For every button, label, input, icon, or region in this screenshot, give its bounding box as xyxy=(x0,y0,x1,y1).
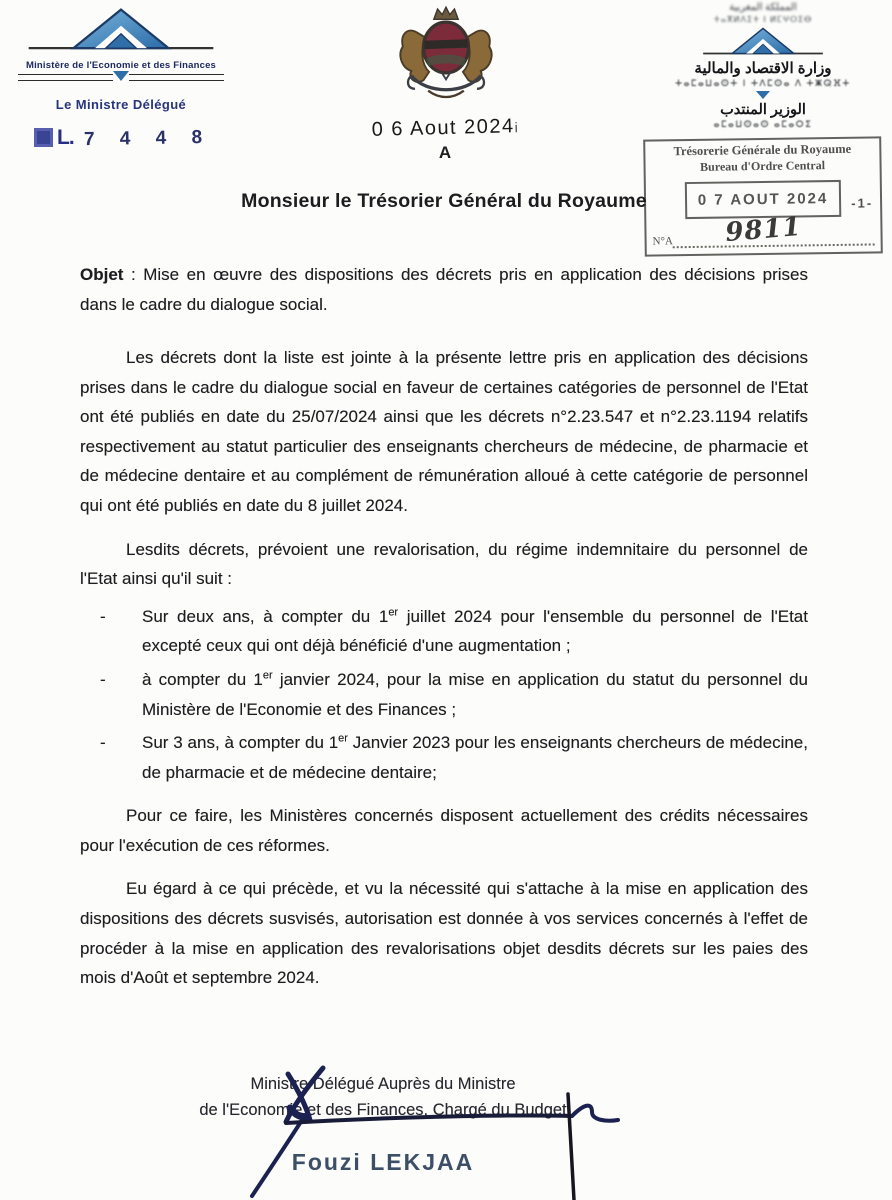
subject-line xyxy=(80,260,808,319)
minister-title: Le Ministre Délégué xyxy=(55,97,187,112)
stamp-ref-label: N°A xyxy=(652,234,673,248)
bullet-text-pre: Sur deux ans, à compter du 1 xyxy=(142,606,389,626)
paragraph-2: Lesdits décrets, prévoient une revalorisation, du régime indemnitaire du personnel de l'Etat ainsi qu'il suit : xyxy=(80,539,808,589)
ref-stamp-row xyxy=(12,126,230,150)
triangle-marker-icon xyxy=(113,71,129,81)
paragraph-4: Eu égard à ce qui précède, et vu la nécessité qui s'attache à la mise en application des dispositions des décrets susvisés, autorisation est donnée à vos services concernés à l'effet de procéder à la mise en application des revalorisations objet desdits décrets sur les paies des mois d'Août et septembre 2024. xyxy=(80,879,808,988)
letterhead-right xyxy=(640,2,886,255)
stray-mark: i xyxy=(514,119,520,136)
signature-title-line1: Ministre Délégué Auprès du Ministre xyxy=(250,1075,516,1093)
coat-of-arms-icon xyxy=(385,4,507,106)
list-item xyxy=(80,665,808,724)
ref-prefix: L. xyxy=(57,126,74,149)
list-item-text xyxy=(142,602,808,661)
ministry-name: Ministère de l'Economie et des Finances xyxy=(25,60,217,71)
date-stamp-text: 0 6 Aout 2024 xyxy=(371,115,515,141)
kingdom-arabic: المملكة المغربية xyxy=(729,2,797,13)
bullet-text-sup: er xyxy=(388,606,399,619)
divider-rule xyxy=(18,74,224,81)
stamp-ref-row xyxy=(650,211,876,248)
list-marker: - xyxy=(100,669,106,689)
list-item-text xyxy=(142,728,808,787)
letterhead-left xyxy=(12,6,230,150)
letterhead-center xyxy=(338,4,553,163)
letter-body xyxy=(80,260,808,1007)
paragraph-1: Les décrets dont la liste est jointe à la présente lettre pris en application des décisions prises dans le cadre du dialogue social en faveur de certaines catégories de personnel de l'Etat ont été publiés en date du 25/07/2024 ainsi que les décrets n°2.23.547 et n°2.23.1194 relatifs respectivement au statut particulier des enseignants chercheurs de médecine, de pharmacie et de médecine dentaire et au complément de rémunération alloué à cette catégorie de personnel qui ont été publiés en date du 8 juillet 2024. xyxy=(80,348,808,516)
bullet-text-sup: er xyxy=(338,732,348,745)
ministry-logo-triangle-icon xyxy=(26,6,216,58)
paragraph-3: Pour ce faire, les Ministères concernés disposent actuellement des crédits nécessaires pour l'exécution de ces réformes. xyxy=(80,806,808,855)
list-marker: - xyxy=(100,606,106,626)
bullet-text-pre: Sur 3 ans, à compter du 1 xyxy=(142,733,339,753)
addressee-letter: A xyxy=(438,143,453,162)
stamp-date: 0 7 AOUT 2024 xyxy=(697,189,829,209)
date-stamp xyxy=(338,114,554,143)
bullet-text-post: janvier 2024, pour la mise en application du statut du personnel du Ministère de l'Economie et des Finances ; xyxy=(142,669,808,719)
bullet-list xyxy=(80,602,808,787)
ministry-name-arabic: وزارة الاقتصاد والمالية xyxy=(694,59,832,77)
recipient-line: Monsieur le Trésorier Général du Royaume xyxy=(241,190,647,212)
list-item xyxy=(80,602,808,661)
kingdom-tifinagh: ⵜⴰⴳⵍⴷⵉⵜ ⵏ ⵍⵎⵖⵔⵉⴱ xyxy=(713,14,813,24)
list-item xyxy=(80,728,808,787)
ministry-logo-triangle-right-icon xyxy=(702,26,824,60)
ref-number: 7 4 4 8 xyxy=(83,126,212,151)
triangle-marker-right-icon xyxy=(756,91,770,99)
stamp-ref-number: 9811 xyxy=(724,211,803,248)
list-marker: - xyxy=(100,733,106,753)
minister-title-tifinagh: ⴰⵎⴰⵡⵙⴰⵙ ⴰⵎⴰⵔⵉ xyxy=(713,118,813,129)
signature-title-line2: de l'Economie et des Finances, Chargé du Budget xyxy=(199,1100,567,1119)
ministry-name-tifinagh: ⵜⴰⵎⴰⵡⴰⵙⵜ ⵏ ⵜⴷⵎⵙⴰ ⴷ ⵜⵥⵕⴼⵜ xyxy=(675,77,851,88)
blue-square-stamp-icon xyxy=(34,128,53,147)
subject-label: Objet xyxy=(80,265,124,284)
list-item-text xyxy=(142,665,808,724)
stamp-org-line2: Bureau d'Ordre Central xyxy=(700,157,826,174)
signature-block xyxy=(148,1072,618,1176)
signatory-name: Fouzi LEKJAA xyxy=(291,1149,475,1176)
bullet-text-post: juillet 2024 pour l'ensemble du personnel de l'Etat excepté ceux qui ont déjà bénéficié d'une augmentation ; xyxy=(142,606,808,656)
bullet-text-sup: er xyxy=(262,669,273,682)
stamp-page-marker: -1- xyxy=(851,194,874,211)
bullet-text-pre: à compter du 1 xyxy=(142,669,263,689)
bullet-text-post: Janvier 2023 pour les enseignants chercheurs de médecine, de pharmacie et de médecine dentaire; xyxy=(142,733,808,782)
subject-text: : Mise en œuvre des dispositions des décrets pris en application des décisions prises dans le cadre du dialogue social. xyxy=(80,265,808,314)
stamp-org-line1: Trésorerie Générale du Royaume xyxy=(673,141,852,158)
minister-title-arabic: الوزير المنتدب xyxy=(720,101,806,118)
